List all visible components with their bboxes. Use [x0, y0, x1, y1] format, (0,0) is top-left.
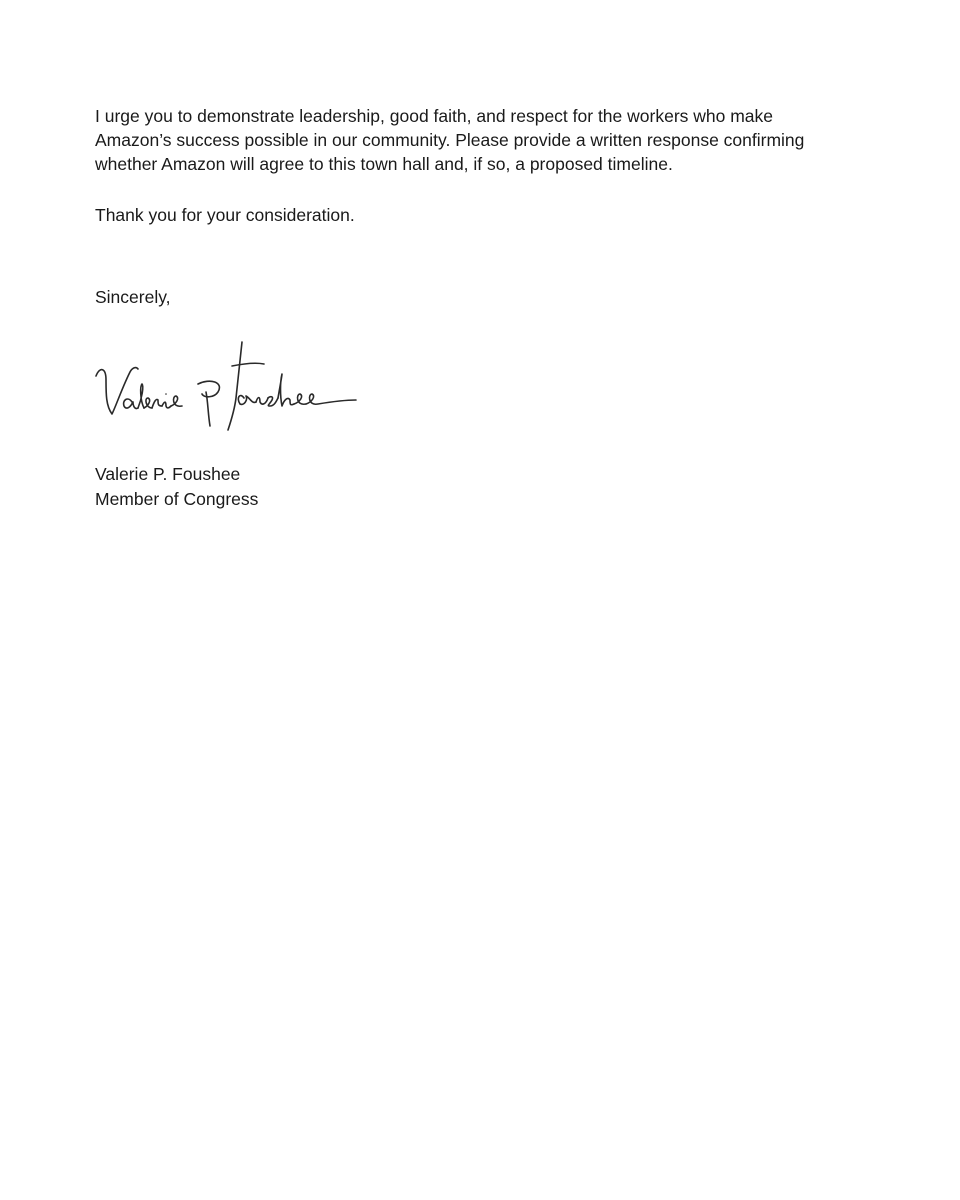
- signer-title: Member of Congress: [95, 489, 259, 509]
- signer-name: Valerie P. Foushee: [95, 464, 241, 484]
- paragraph-line: I urge you to demonstrate leadership, good faith, and respect for the workers who make: [95, 106, 774, 126]
- letter-paragraph: [95, 104, 875, 176]
- closing-paragraph: Thank you for your consideration.: [95, 205, 355, 225]
- handwritten-signature: [92, 336, 362, 432]
- valediction: Sincerely,: [95, 287, 171, 307]
- signer-block: [95, 462, 258, 512]
- paragraph-line: whether Amazon will agree to this town hall and, if so, a proposed timeline.: [95, 154, 673, 174]
- signature-graphic: [92, 336, 362, 432]
- paragraph-line: Amazon’s success possible in our community. Please provide a written response confirming: [95, 130, 805, 150]
